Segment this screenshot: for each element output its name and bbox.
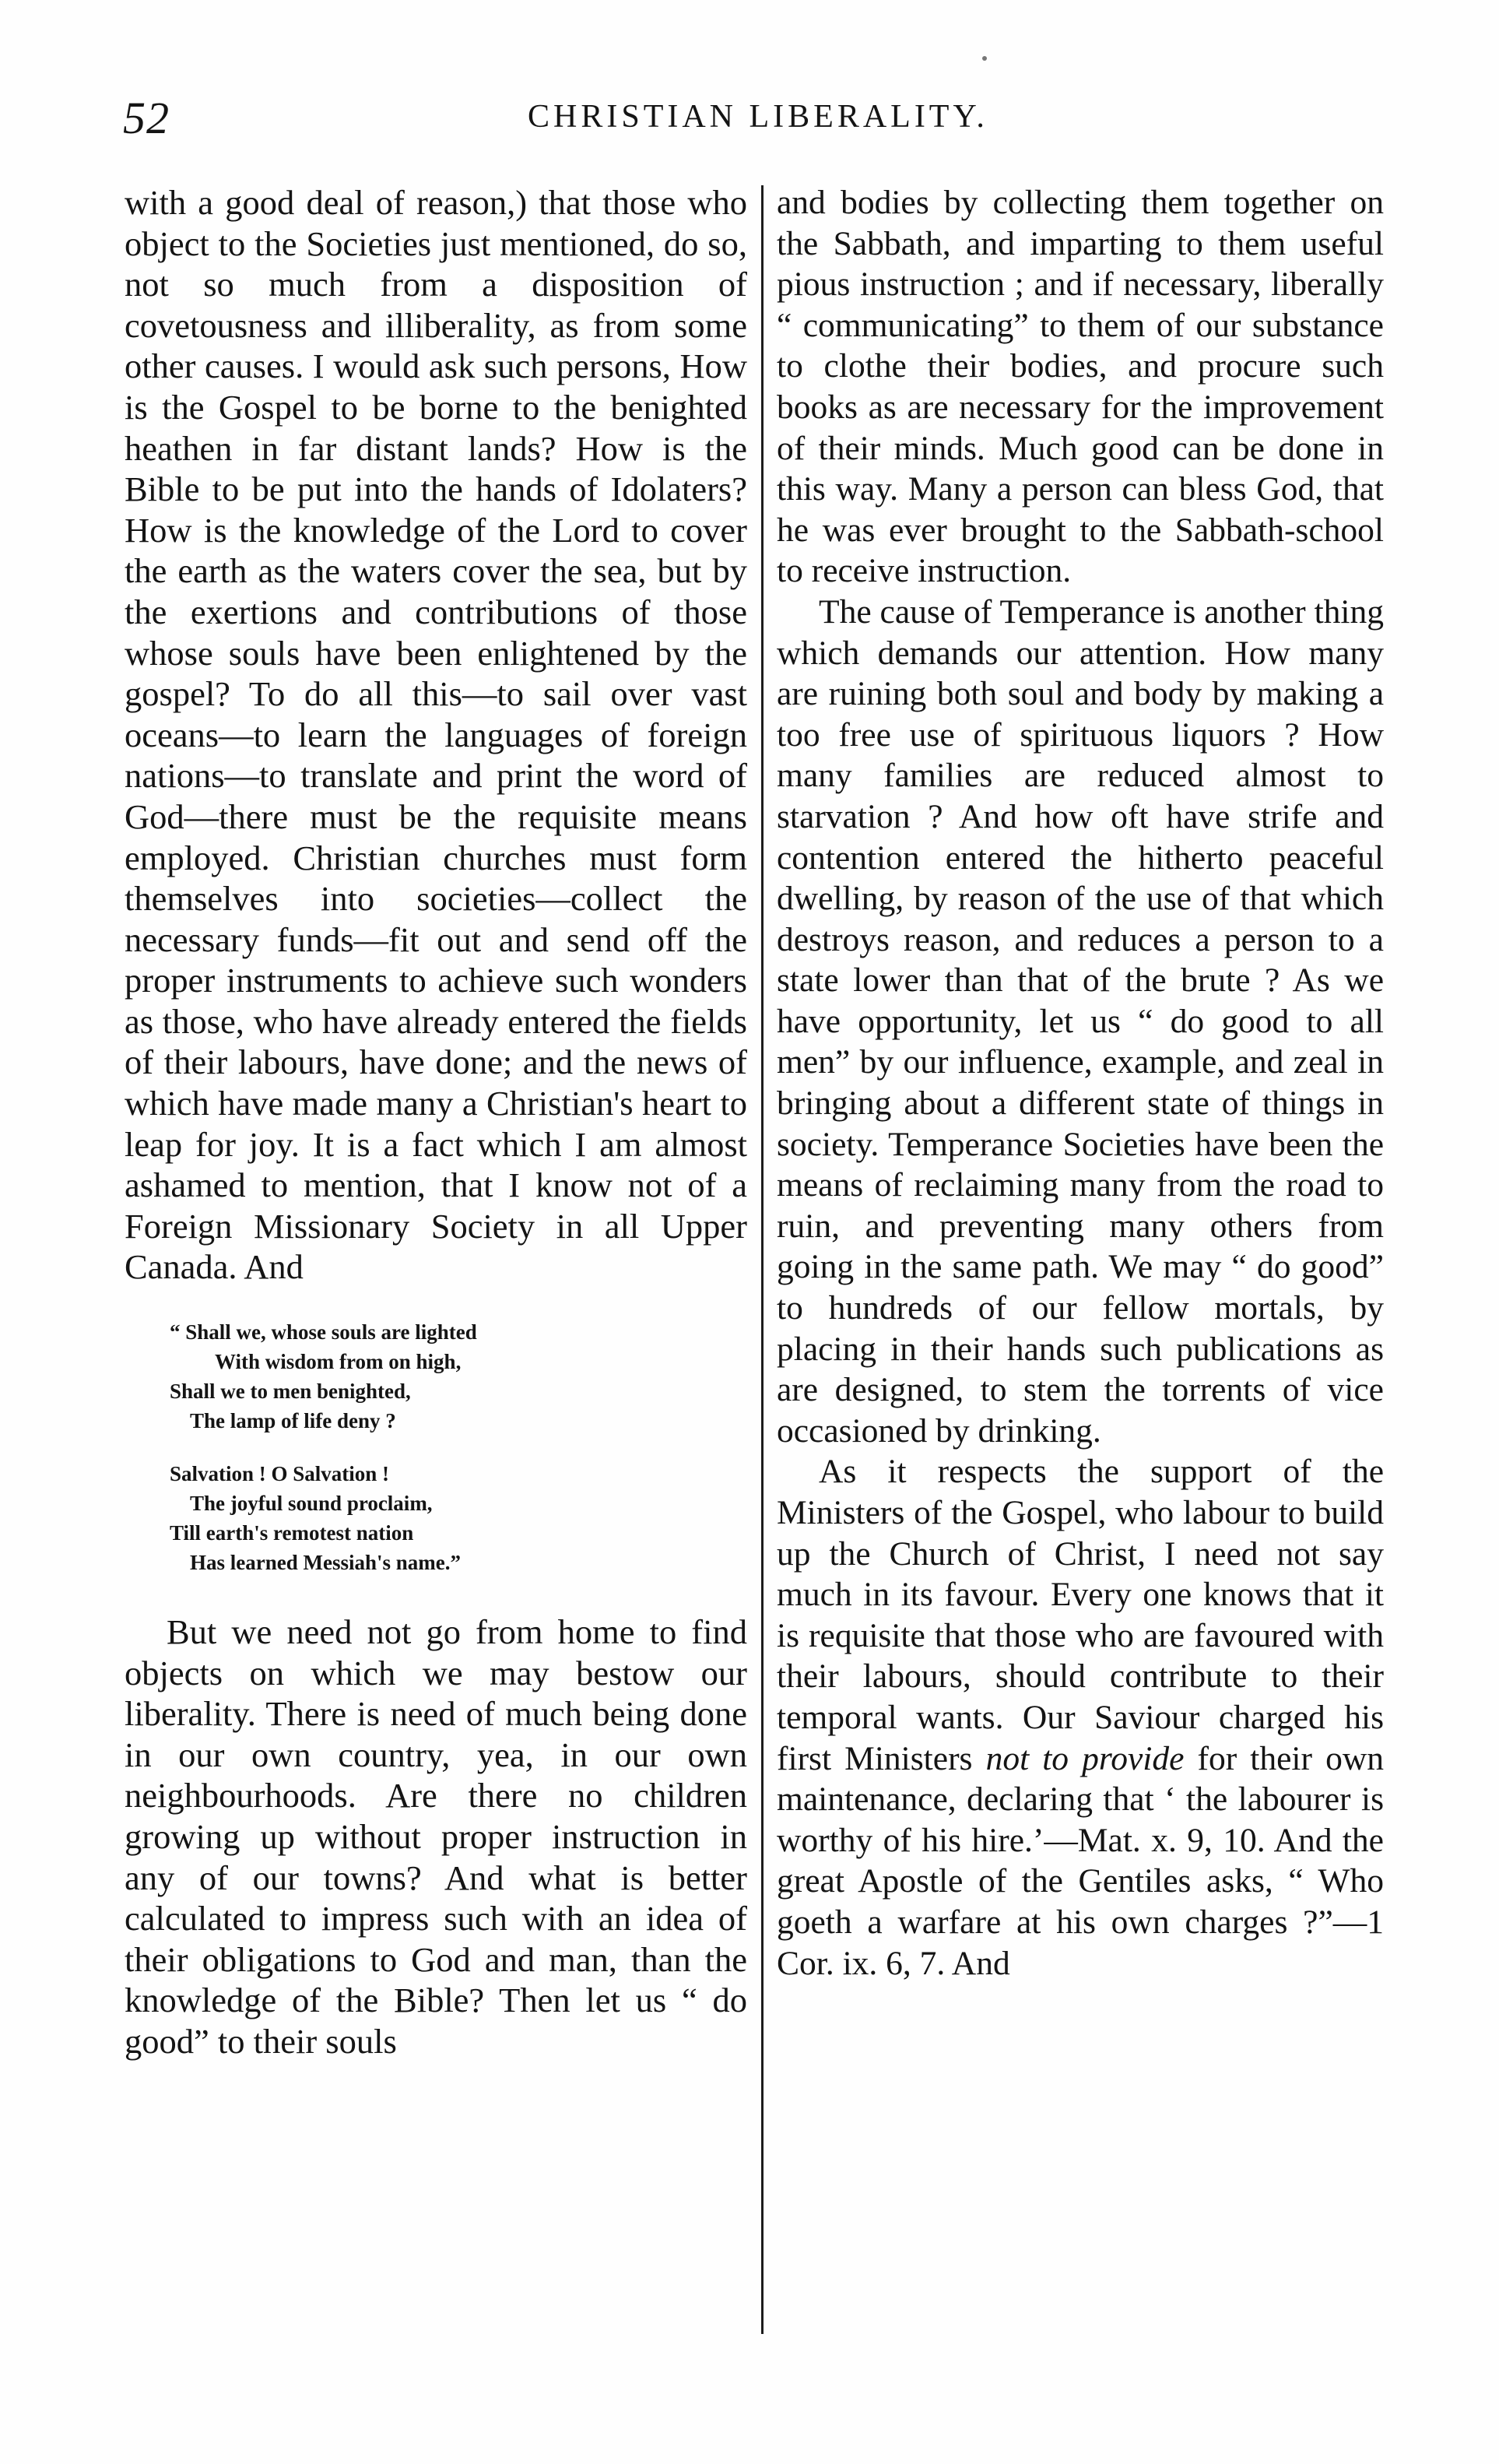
- hymn-line: Has learned Messiah's name.”: [190, 1551, 461, 1575]
- hymn-line: The lamp of life deny ?: [190, 1409, 396, 1433]
- ministers-text-end: for their own maintenance, declaring that ‘ the labourer is worthy of his hire.’—Mat. x. 9, 10. And the great Apostle of the Gentiles asks, “ Who goeth a warfare at his own charges ?”—1 Cor. ix. 6, 7. And: [777, 1739, 1384, 1982]
- hymn-stanza-2: [125, 1459, 747, 1577]
- hymn-line: Shall we to men benighted,: [170, 1380, 411, 1404]
- hymn-line: The joyful sound proclaim,: [190, 1492, 433, 1516]
- left-paragraph-1: with a good deal of reason,) that those who object to the Societies just mentioned, do so, not so much from a disposition of covetousness and illiberality, as from some other causes. I would ask such persons, How is the Gospel to be borne to the benighted heathen in far distant lands? How is the Bible to be put into the hands of Idolaters? How is the knowledge of the Lord to cover the earth as the waters cover the sea, but by the exertions and contributions of those whose souls have been enlightened by the gospel? To do all this—to sail over vast oceans—to learn the languages of foreign nations—to translate and print the word of God—there must be the requisite means employed. Christian churches must form themselves into societies—collect the necessary funds—fit out and send off the proper instruments to achieve such wonders as those, who have already entered the fields of their labours, have done; and the news of which have made many a Christian's heart to leap for joy. It is a fact which I am almost ashamed to mention, that I know not of a Foreign Missionary Society in all Upper Canada. And: [125, 183, 747, 1287]
- hymn-line: Till earth's remotest nation: [170, 1521, 414, 1545]
- ministers-paragraph: [777, 1451, 1384, 1984]
- column-divider: [761, 185, 764, 2334]
- page-number: 52: [123, 93, 170, 143]
- temperance-paragraph: The cause of Temperance is another thing which demands our attention. How many are ruining both soul and body by making a too free use of spirituous liquors ? How many families are reduced almost to starvation ? And how oft have strife and contention entered the hitherto peaceful dwelling, by reason of the use of that which destroys reason, and reduces a person to a state lower than that of the brute ? As we have opportunity, let us “ do good to all men” by our influence, example, and zeal in bringing about a different state of things in society. Temperance Societies have been the means of reclaiming many from the road to ruin, and preventing many others from going in the same path. We may “ do good” to hundreds of our fellow mortals, by placing in their hands such publications as are designed, to stem the torrents of vice occasioned by drinking.: [777, 592, 1384, 1450]
- right-paragraph-1: and bodies by collecting them together on the Sabbath, and imparting to them useful pious instruction ; and if necessary, liberally “ communicating” to them of our substance to clothe their bodies, and procure such books as are necessary for the improvement of their minds. Much good can be done in this way. Many a person can bless God, that he was ever brought to the Sabbath-school to receive instruction.: [777, 184, 1384, 590]
- emphasis-text: not to provide: [985, 1739, 1185, 1777]
- hymn-stanza-1: [125, 1317, 747, 1436]
- running-title: CHRISTIAN LIBERALITY.: [528, 99, 988, 135]
- hymn-line: “ Shall we, whose souls are lighted: [170, 1320, 477, 1344]
- right-column: [777, 182, 1384, 1984]
- hymn-quotation: [125, 1317, 747, 1577]
- hymn-line: Salvation ! O Salvation !: [170, 1462, 390, 1486]
- left-column: [125, 182, 747, 2062]
- ministers-text-start: As it respects the support of the Ministers of the Gospel, who labour to build up the Church of Christ, I need not say much in its favour. Every one knows that it is requisite that those who are favoured with their labours, should contribute to their temporal wants. Our Saviour charged his first Ministers: [777, 1453, 1384, 1777]
- hymn-line: With wisdom from on high,: [215, 1350, 462, 1374]
- left-paragraph-2: But we need not go from home to find objects on which we may bestow our liberality. There is need of much being done in our own country, yea, in our own neighbourhoods. Are there no children growing up without proper instruction in any of our towns? And what is better calculated to impress such with an idea of their obligations to God and man, than the knowledge of the Bible? Then let us “ do good” to their souls: [125, 1612, 747, 2061]
- page-header: [123, 92, 1360, 154]
- ink-speck: [982, 56, 987, 61]
